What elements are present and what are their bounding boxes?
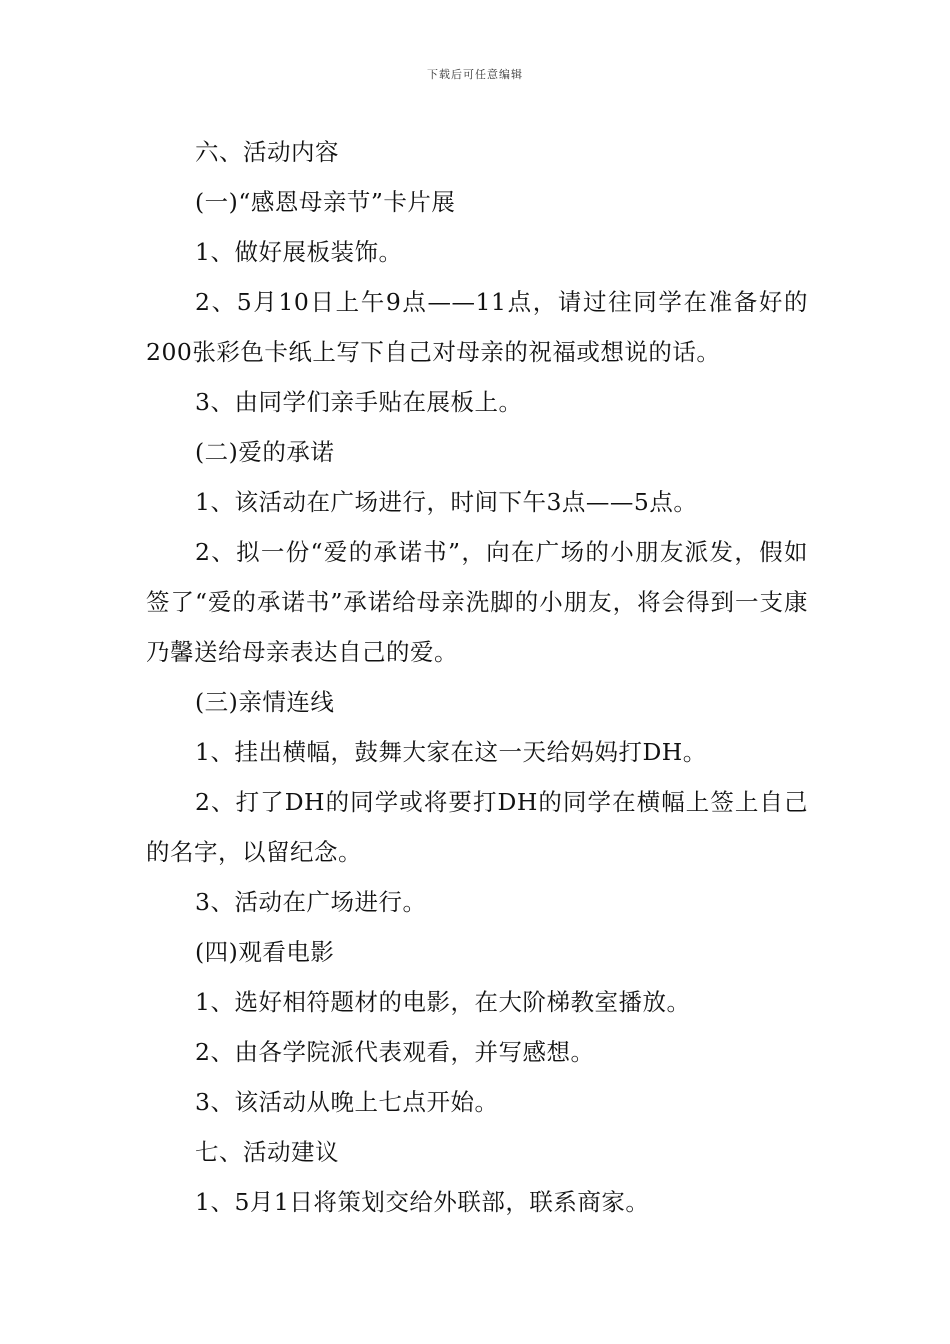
- subsection-heading: (二)爱的承诺: [195, 438, 335, 466]
- paragraph: 3、由同学们亲手贴在展板上。: [195, 388, 523, 416]
- paragraph: 1、挂出横幅，鼓舞大家在这一天给妈妈打DH。: [195, 738, 707, 766]
- paragraph: 1、5月1日将策划交给外联部，联系商家。: [195, 1188, 650, 1216]
- paragraph: 3、活动在广场进行。: [195, 888, 427, 916]
- section-heading: 六、活动内容: [195, 138, 339, 166]
- paragraph: 2、5月10日上午9点——11点，请过往同学在准备好的200张彩色卡纸上写下自己对母亲的祝福或想说的话。: [146, 288, 808, 366]
- paragraph: 3、该活动从晚上七点开始。: [195, 1088, 499, 1116]
- document-body: [146, 127, 808, 1227]
- paragraph: 1、做好展板装饰。: [195, 238, 403, 266]
- subsection-heading: (四)观看电影: [195, 938, 335, 966]
- paragraph: 2、打了DH的同学或将要打DH的同学在横幅上签上自己的名字，以留纪念。: [146, 788, 808, 866]
- page-header: 下载后可任意编辑: [427, 68, 523, 81]
- paragraph: 2、拟一份“爱的承诺书”，向在广场的小朋友派发，假如签了“爱的承诺书”承诺给母亲洗脚的小朋友，将会得到一支康乃馨送给母亲表达自己的爱。: [146, 538, 808, 666]
- paragraph: 1、选好相符题材的电影，在大阶梯教室播放。: [195, 988, 691, 1016]
- subsection-heading: (一)“感恩母亲节”卡片展: [195, 188, 456, 216]
- section-heading: 七、活动建议: [195, 1138, 339, 1166]
- paragraph: 2、由各学院派代表观看，并写感想。: [195, 1038, 595, 1066]
- subsection-heading: (三)亲情连线: [195, 688, 335, 716]
- paragraph: 1、该活动在广场进行，时间下午3点——5点。: [195, 488, 698, 516]
